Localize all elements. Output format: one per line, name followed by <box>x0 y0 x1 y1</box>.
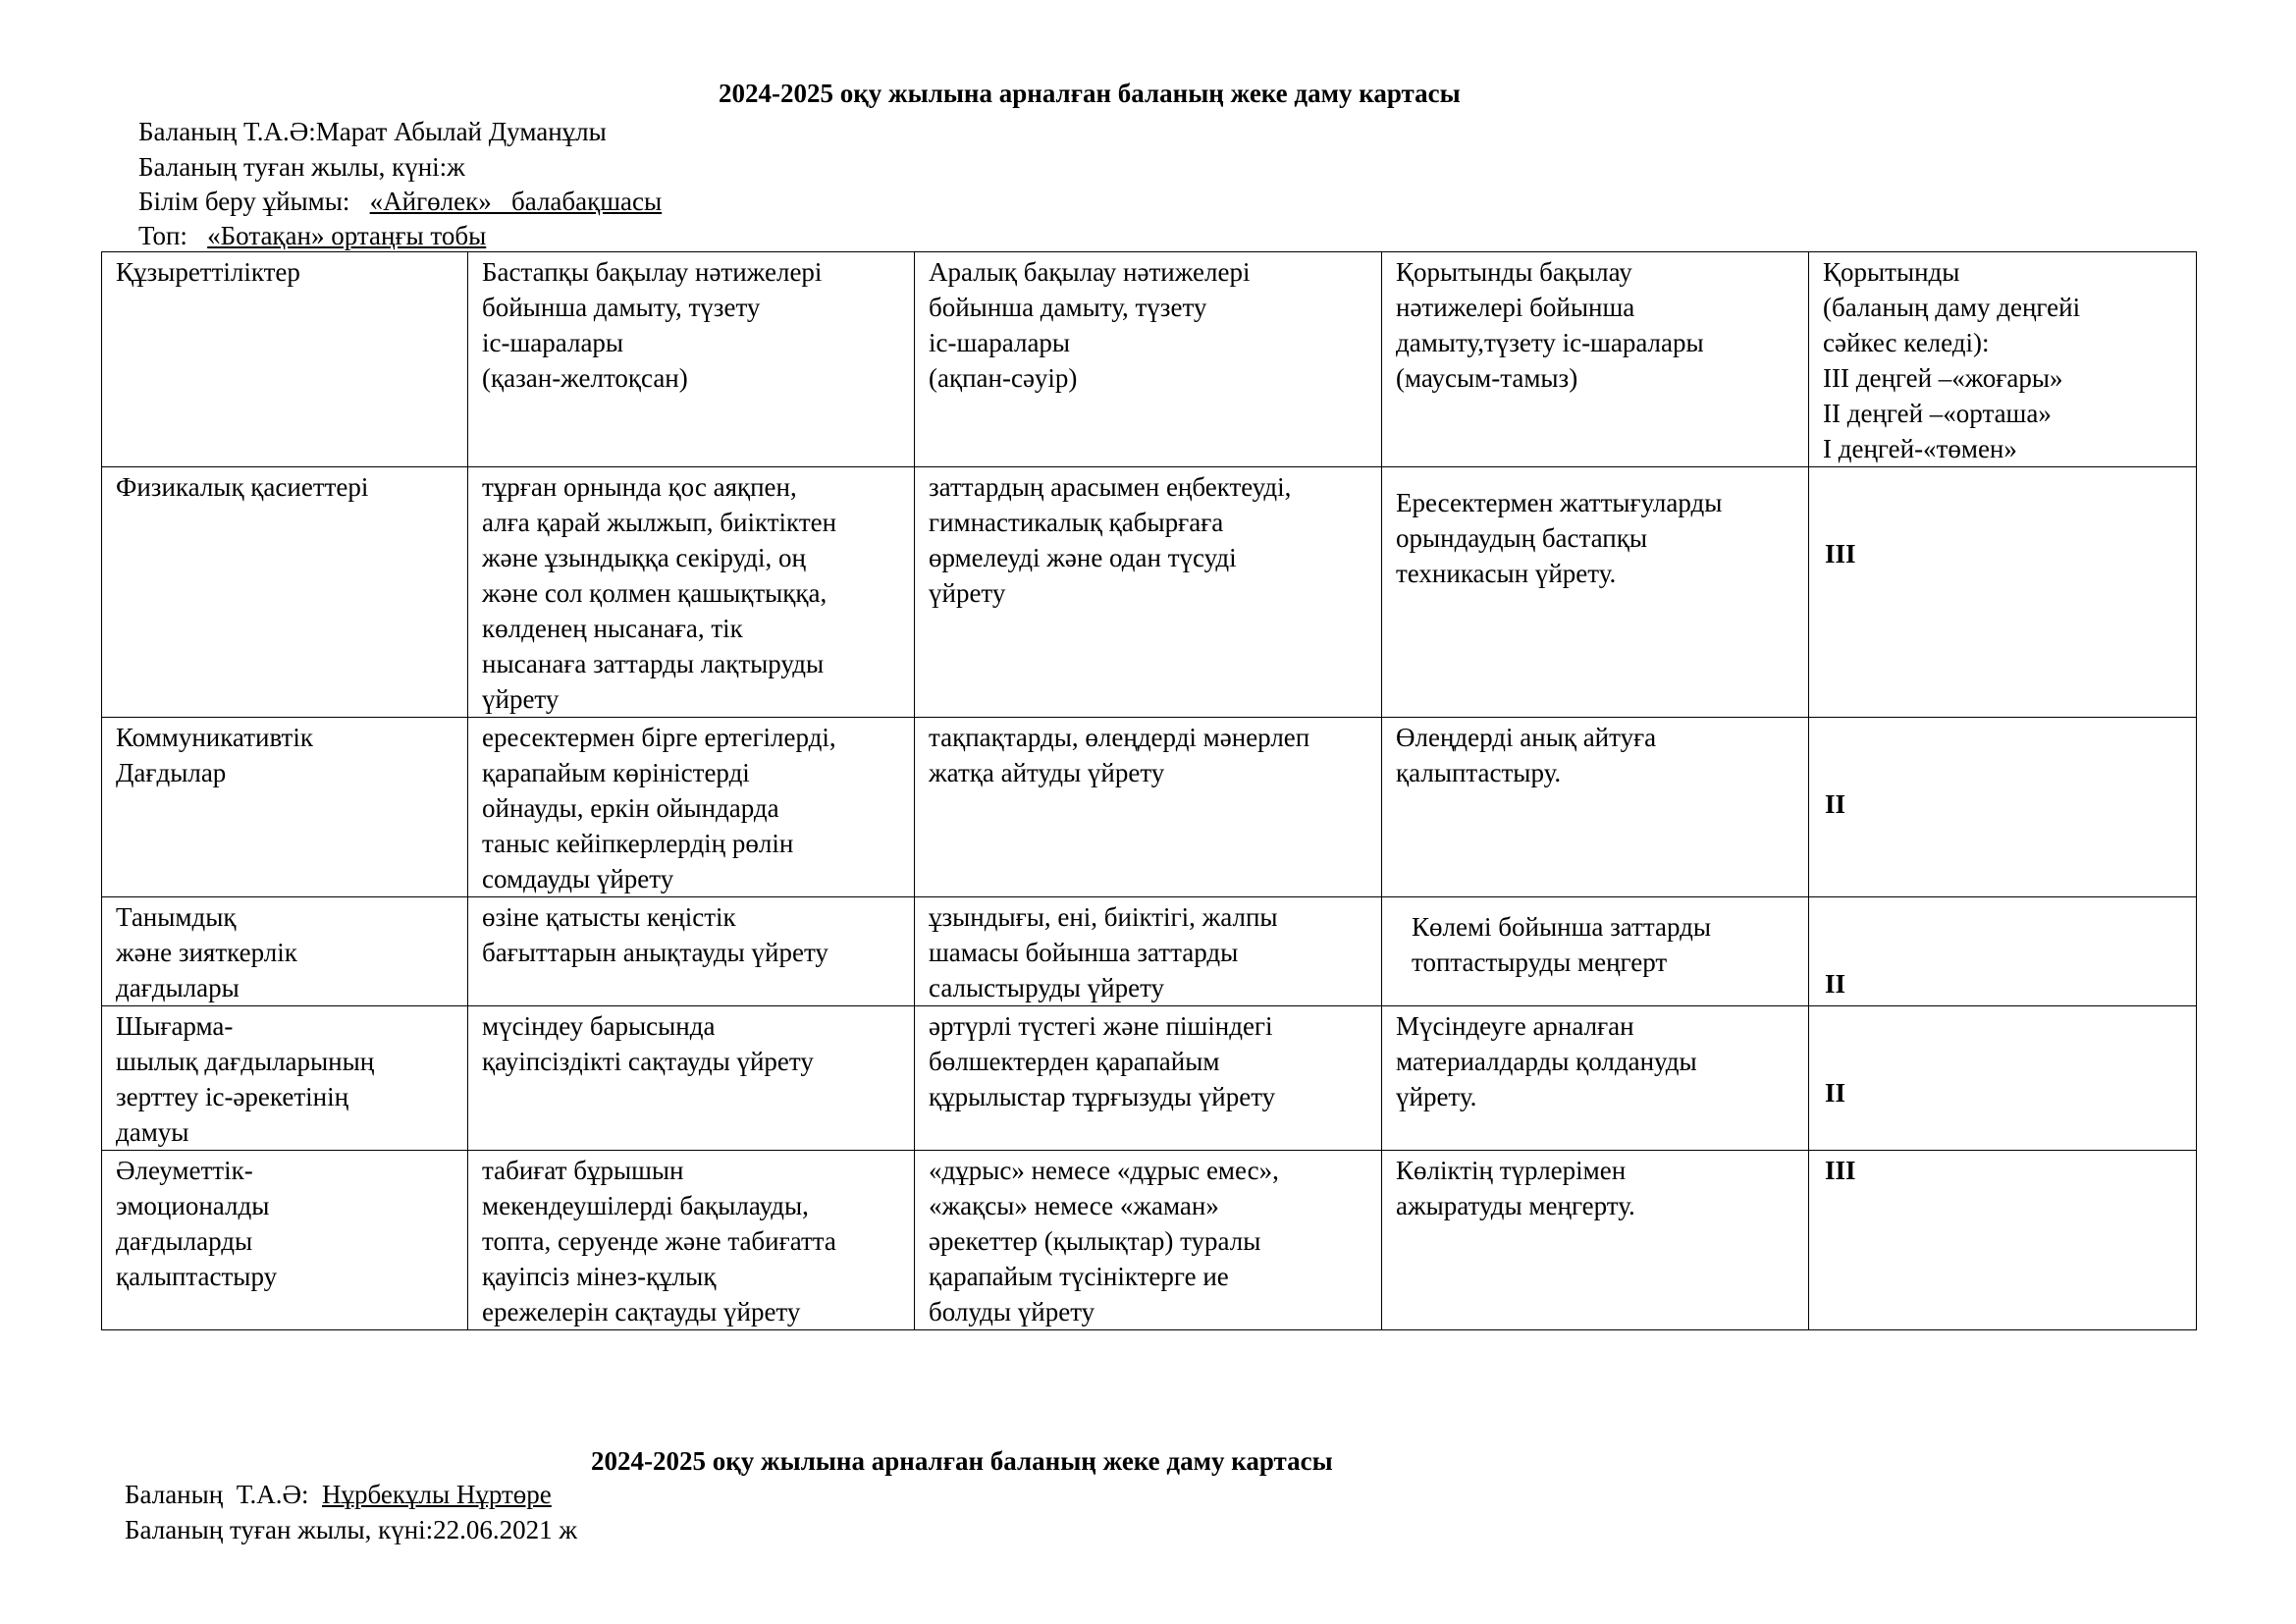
competence-cell: Коммуникативтік Дағдылар <box>102 718 468 897</box>
initial-cell: ересектермен бірге ертегілерді, қарапайым көріністерді ойнауды, еркін ойындарда таныс кейіпкерлердің рөлін сомдауды үйрету <box>468 718 915 897</box>
level-cell: ІІІ <box>1809 467 2197 718</box>
table-row <box>102 467 2197 718</box>
header-final: Қорытынды бақылау нәтижелері бойынша дамыту,түзету іс-шаралары (маусым-тамыз) <box>1382 252 1809 467</box>
header-level: Қорытынды (баланың даму деңгейі сәйкес келеді): ІІІ деңгей –«жоғары» ІІ деңгей –«орташа» І деңгей-«төмен» <box>1809 252 2197 467</box>
card-title-second: 2024-2025 оқу жылына арналған баланың жеке даму картасы <box>591 1446 1333 1476</box>
final-cell: Мүсіндеуге арналған материалдарды қолдануды үйрету. <box>1382 1006 1809 1151</box>
level-cell: ІІ <box>1809 718 2197 897</box>
table-row <box>102 897 2197 1006</box>
organization-label: Білім беру ұйымы: <box>138 187 370 216</box>
organization-line <box>138 184 662 219</box>
child-birth-label: Баланың туған жылы, күні: <box>138 152 448 182</box>
group-line <box>138 218 486 253</box>
child-birth-value: 22.06.2021 ж <box>433 1515 578 1544</box>
competence-cell: Танымдық және зияткерлік дағдылары <box>102 897 468 1006</box>
group-value: «Ботақан» ортаңғы тобы <box>207 221 487 250</box>
table-row <box>102 1006 2197 1151</box>
organization-value: «Айгөлек» балабақшасы <box>369 187 663 216</box>
intermediate-cell: ұзындығы, ені, биіктігі, жалпы шамасы бойынша заттарды салыстыруды үйрету <box>915 897 1382 1006</box>
intermediate-cell: заттардың арасымен еңбектеуді, гимнастикалық қабырғаға өрмелеуді және одан түсуді үйрету <box>915 467 1382 718</box>
child-birth-line-second <box>125 1512 577 1547</box>
group-label: Топ: <box>138 221 208 250</box>
intermediate-cell: тақпақтарды, өлеңдерді мәнерлеп жатқа айтуды үйрету <box>915 718 1382 897</box>
development-card-table <box>101 251 2197 1330</box>
competence-cell: Шығарма- шылық дағдыларының зерттеу іс-әрекетінің дамуы <box>102 1006 468 1151</box>
final-cell: Көліктің түрлерімен ажыратуды меңгерту. <box>1382 1151 1809 1330</box>
header-competence: Құзыреттіліктер <box>102 252 468 467</box>
final-cell: Ересектермен жаттығуларды орындаудың бастапқы техникасын үйрету. <box>1382 467 1809 718</box>
initial-cell: өзіне қатысты кеңістік бағыттарын анықтауды үйрету <box>468 897 915 1006</box>
child-name-label: Баланың Т.А.Ә: <box>125 1480 323 1509</box>
child-birth-value: ж <box>447 152 465 182</box>
competence-cell: Әлеуметтік- эмоционалды дағдыларды қалыптастыру <box>102 1151 468 1330</box>
level-cell: ІІІ <box>1809 1151 2197 1330</box>
level-cell: ІІ <box>1809 1006 2197 1151</box>
final-cell: Көлемі бойынша заттарды топтастыруды меңгерт <box>1382 897 1809 1006</box>
child-birth-line <box>138 149 465 185</box>
header-initial: Бастапқы бақылау нәтижелері бойынша дамыту, түзету іс-шаралары (қазан-желтоқсан) <box>468 252 915 467</box>
initial-cell: тұрған орнында қос аяқпен, алға қарай жылжып, биіктіктен және ұзындыққа секіруді, оң және сол қолмен қашықтыққа, көлденең нысанаға, тік нысанаға заттарды лақтыруды үйрету <box>468 467 915 718</box>
header-intermediate: Аралық бақылау нәтижелері бойынша дамыту, түзету іс-шаралары (ақпан-сәуір) <box>915 252 1382 467</box>
child-name-value: Нұрбекұлы Нұртөре <box>322 1480 552 1509</box>
child-birth-label: Баланың туған жылы, күні: <box>125 1515 434 1544</box>
competence-cell: Физикалық қасиеттері <box>102 467 468 718</box>
table-header-row <box>102 252 2197 467</box>
initial-cell: табиғат бұрышын мекендеушілерді бақылауды, топта, серуенде және табиғатта қауіпсіз мінез-құлық ережелерін сақтауды үйрету <box>468 1151 915 1330</box>
final-cell: Өлеңдерді анық айтуға қалыптастыру. <box>1382 718 1809 897</box>
child-name-label: Баланың Т.А.Ә: <box>138 117 316 146</box>
initial-cell: мүсіндеу барысында қауіпсіздікті сақтауды үйрету <box>468 1006 915 1151</box>
intermediate-cell: әртүрлі түстегі және пішіндегі бөлшектерден қарапайым құрылыстар тұрғызуды үйрету <box>915 1006 1382 1151</box>
table-row <box>102 718 2197 897</box>
level-cell: ІІ <box>1809 897 2197 1006</box>
child-name-line-second <box>125 1477 552 1512</box>
table-row <box>102 1151 2197 1330</box>
intermediate-cell: «дұрыс» немесе «дұрыс емес», «жақсы» немесе «жаман» әрекеттер (қылықтар) туралы қарапайым түсініктерге ие болуды үйрету <box>915 1151 1382 1330</box>
card-title: 2024-2025 оқу жылына арналған баланың жеке даму картасы <box>719 79 1461 108</box>
child-name-line <box>138 114 607 149</box>
child-name-value: Марат Абылай Думанұлы <box>315 117 607 146</box>
